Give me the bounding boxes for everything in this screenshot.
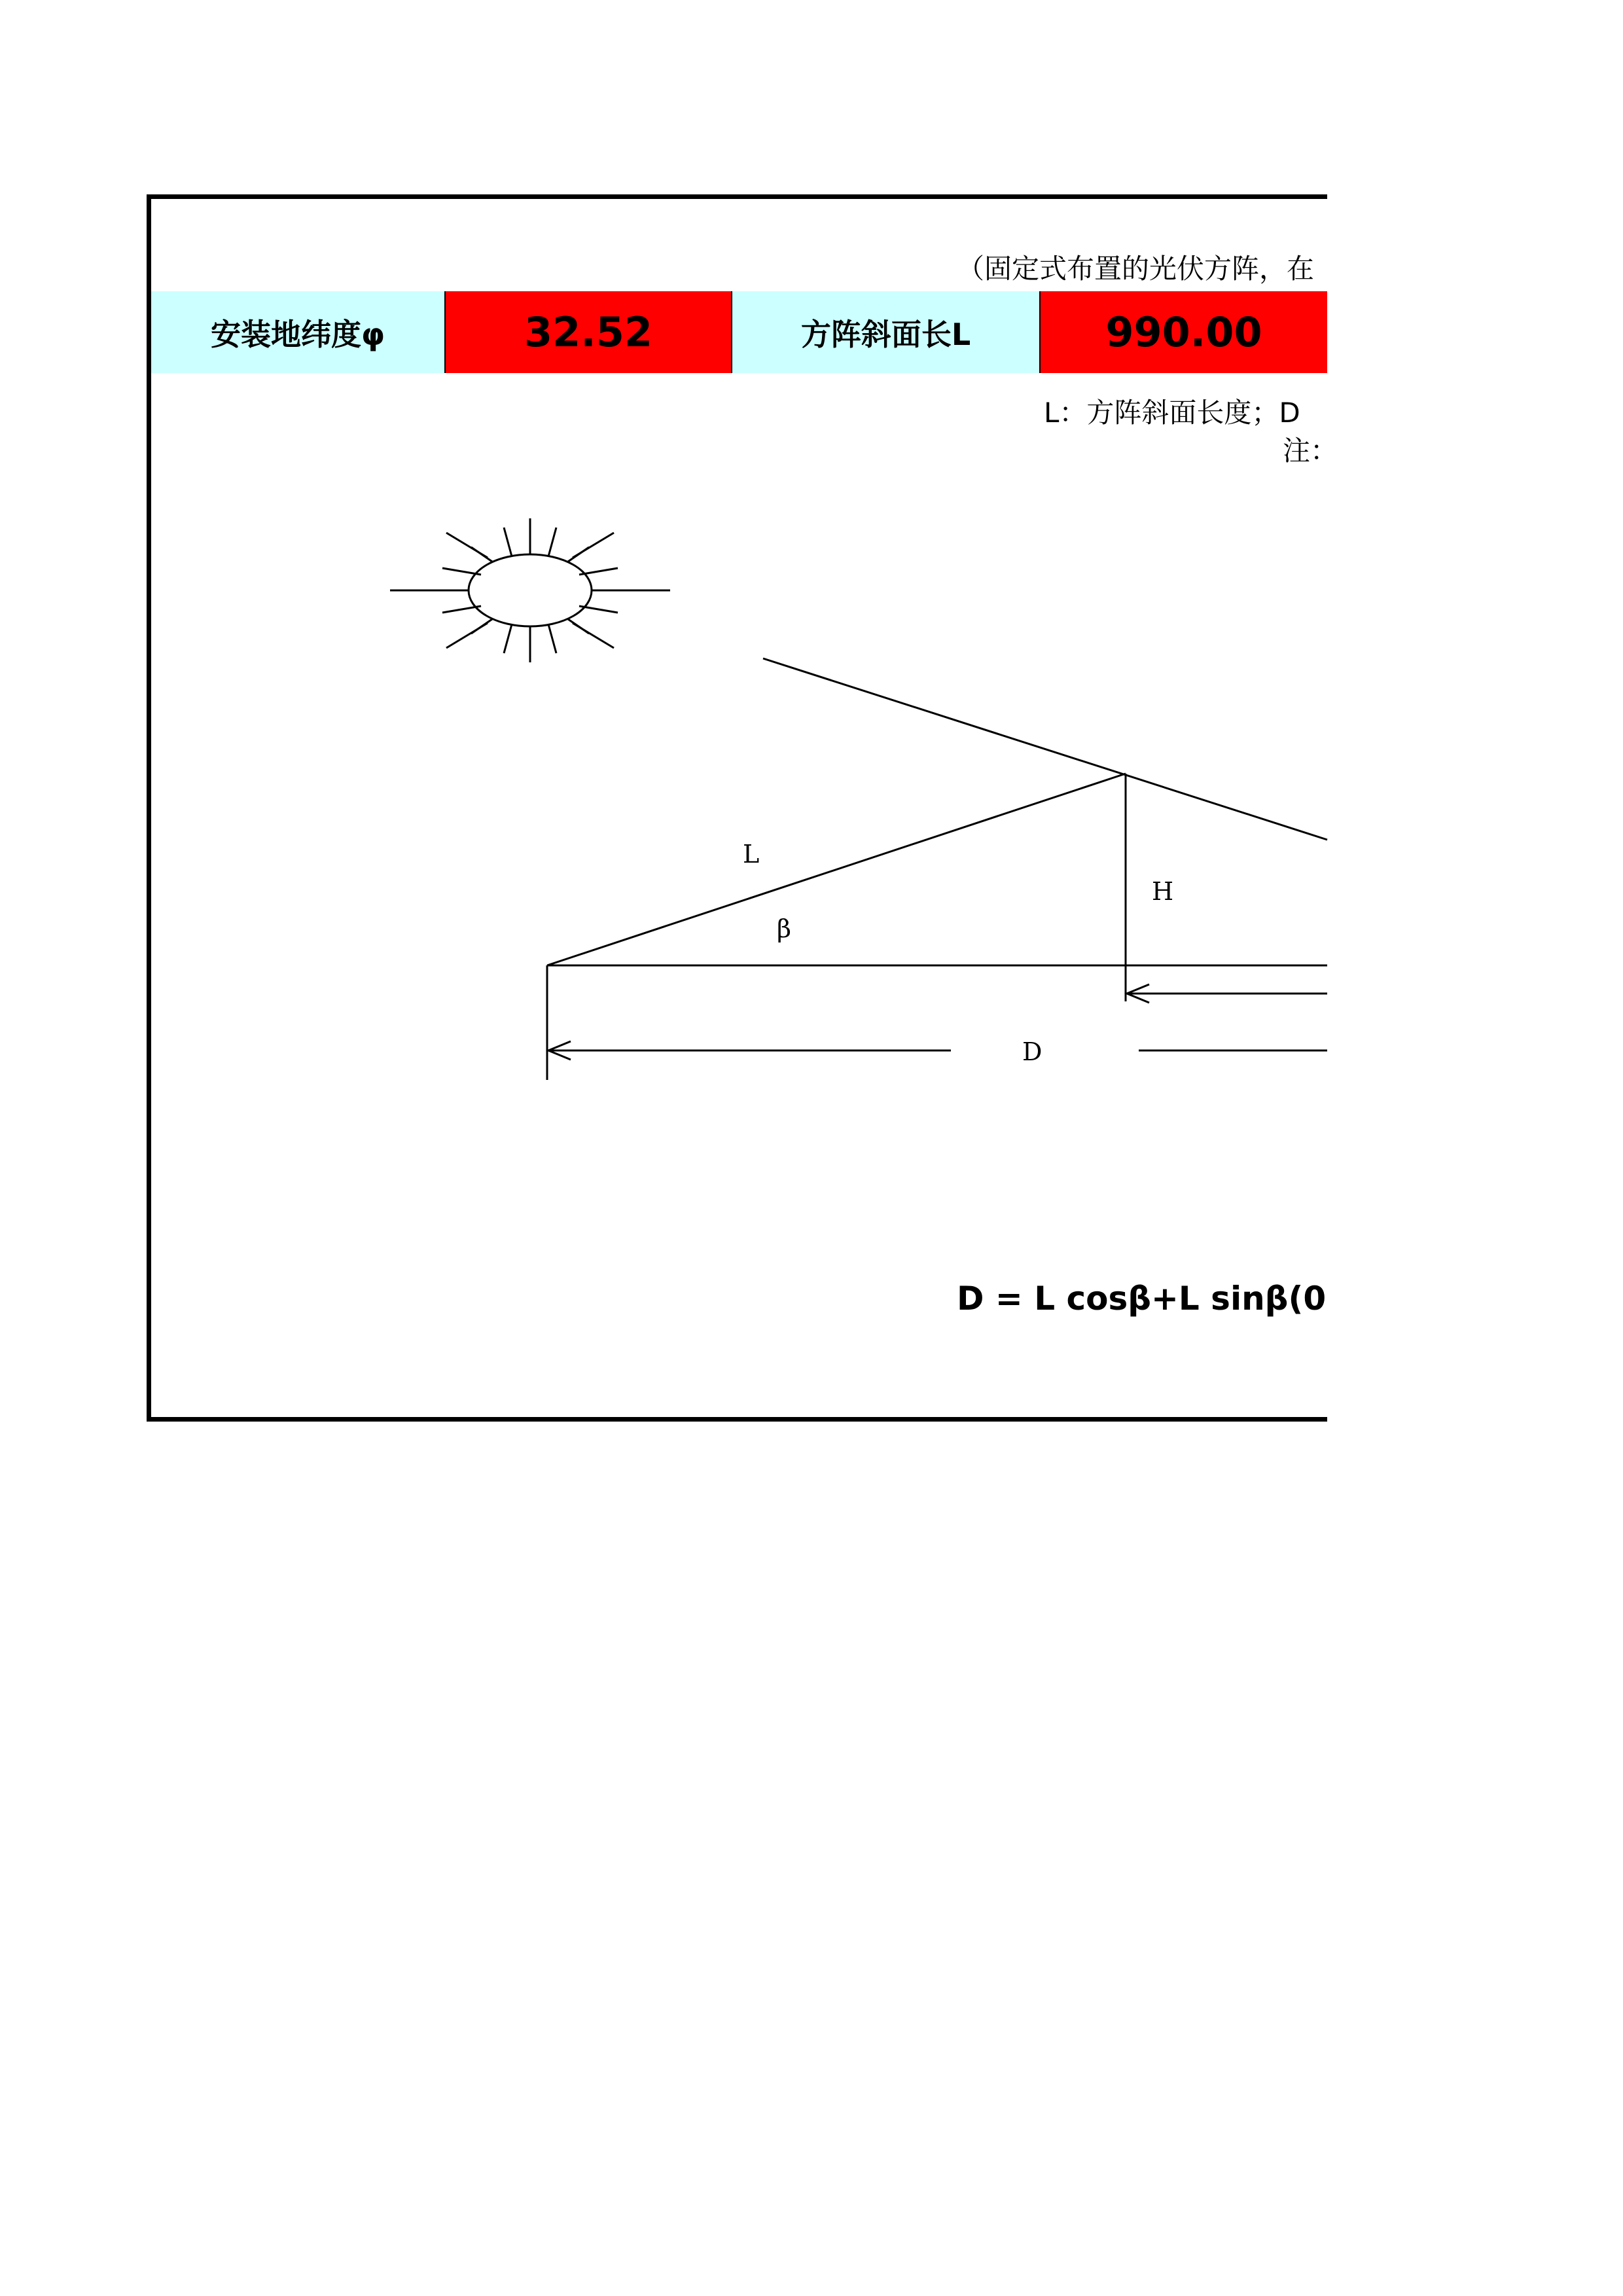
sun-ray-line (763, 658, 1327, 840)
sun-icon (390, 518, 670, 662)
sheet-caption: （固定式布置的光伏方阵，在 (957, 253, 1315, 285)
slope-length-value-cell[interactable]: 990.00 (1041, 291, 1327, 373)
height-symbol: H (1152, 877, 1174, 906)
latitude-value-cell[interactable]: 32.52 (446, 291, 731, 373)
slope-length-label: 方阵斜面长L (732, 291, 1039, 373)
note-label: 注： (1283, 435, 1338, 467)
panel-slope-line (547, 774, 1126, 965)
definitions-text: L：方阵斜面长度；D (1044, 397, 1300, 429)
spacing-formula: D = L cosβ+L sinβ(0 (957, 1280, 1327, 1318)
latitude-label: 安装地纬度φ (151, 291, 444, 373)
slope-length-symbol: L (743, 840, 760, 869)
tilt-angle-symbol: β (777, 914, 791, 943)
distance-symbol: D (1022, 1037, 1043, 1066)
